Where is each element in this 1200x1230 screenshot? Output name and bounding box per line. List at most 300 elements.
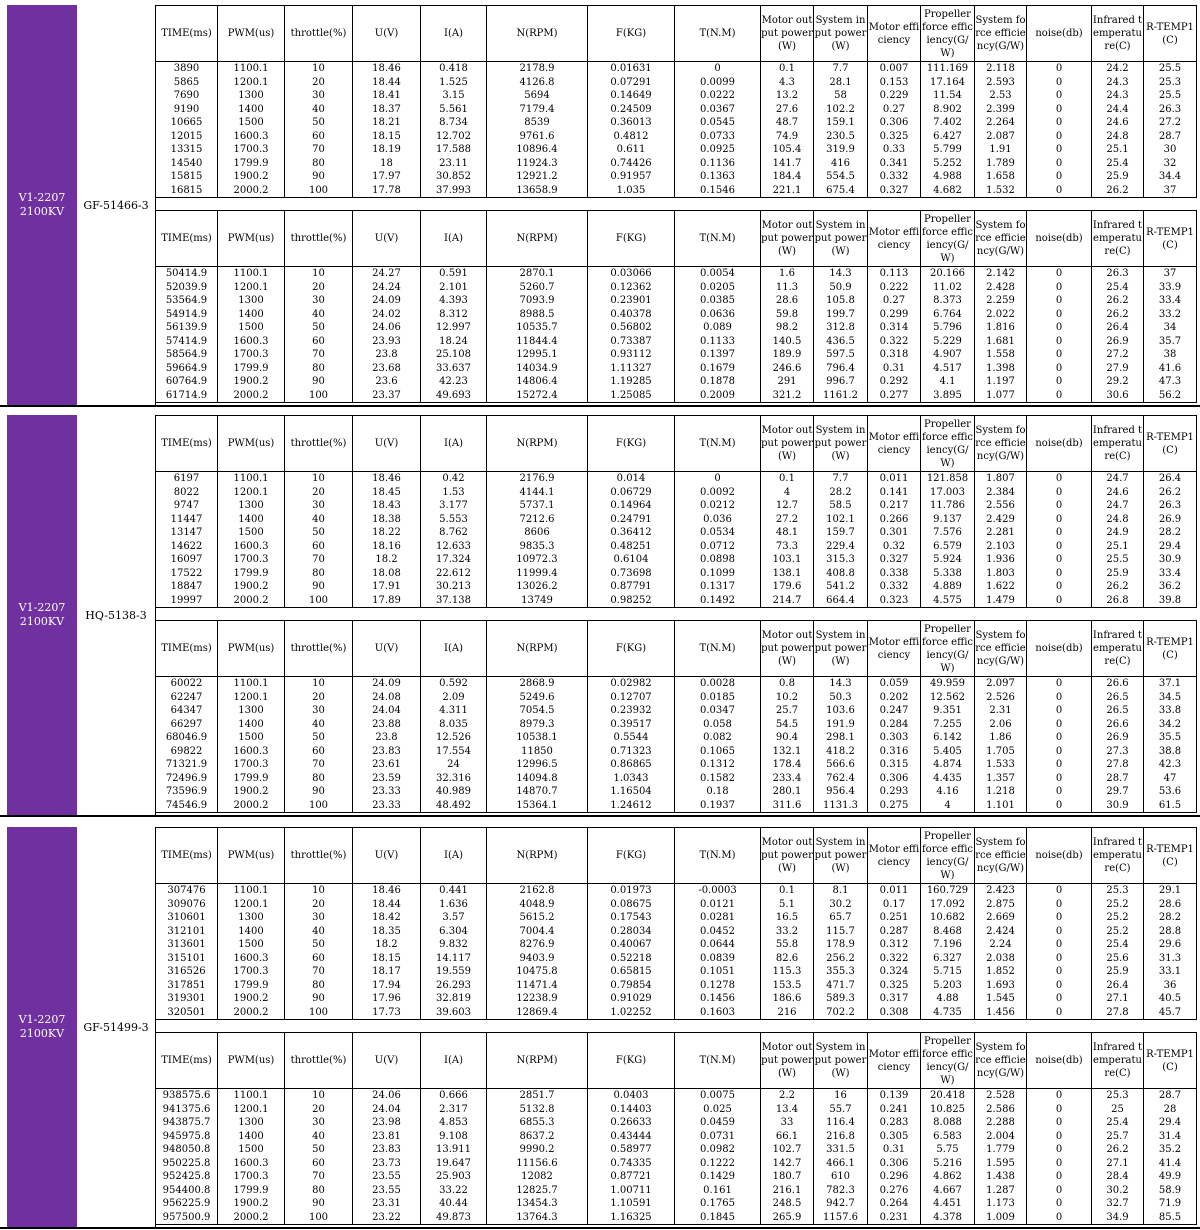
table-cell[interactable]: 30.9 xyxy=(1092,799,1144,813)
table-cell[interactable]: 12995.1 xyxy=(487,348,588,362)
table-cell[interactable]: 0.277 xyxy=(868,389,921,403)
table-cell[interactable]: 26.3 xyxy=(1092,267,1144,281)
column-header[interactable]: R-TEMP1(C) xyxy=(1144,621,1197,677)
table-cell[interactable]: 26.2 xyxy=(1092,184,1144,198)
table-cell[interactable]: 2.103 xyxy=(975,540,1027,554)
table-cell[interactable]: 0 xyxy=(1027,526,1092,540)
table-cell[interactable]: 58 xyxy=(814,89,868,103)
column-header[interactable]: Propeller force efficiency(G/W) xyxy=(921,1033,975,1089)
table-cell[interactable]: 9403.9 xyxy=(487,952,588,966)
table-cell[interactable]: 24.3 xyxy=(1092,89,1144,103)
table-cell[interactable]: 153.5 xyxy=(761,979,814,993)
table-cell[interactable]: 140.5 xyxy=(761,335,814,349)
column-header[interactable]: T(N.M) xyxy=(675,828,761,884)
table-cell[interactable]: 216.1 xyxy=(761,1184,814,1198)
table-cell[interactable]: 310601 xyxy=(156,911,218,925)
table-cell[interactable]: 10 xyxy=(285,1089,353,1103)
table-cell[interactable]: 0 xyxy=(1027,772,1092,786)
table-cell[interactable]: 33.2 xyxy=(761,925,814,939)
table-cell[interactable]: 12825.7 xyxy=(487,1184,588,1198)
table-cell[interactable]: 47.3 xyxy=(1144,375,1197,389)
table-cell[interactable]: 24.7 xyxy=(1092,499,1144,513)
table-cell[interactable]: 8.902 xyxy=(921,103,975,117)
table-cell[interactable]: 23.98 xyxy=(353,1116,421,1130)
column-header[interactable]: Motor efficiency xyxy=(868,6,921,62)
table-cell[interactable]: 0 xyxy=(1027,389,1092,403)
table-cell[interactable]: 34 xyxy=(1144,321,1197,335)
table-cell[interactable]: 62247 xyxy=(156,691,218,705)
table-cell[interactable]: 115.3 xyxy=(761,965,814,979)
table-cell[interactable]: 230.5 xyxy=(814,130,868,144)
table-cell[interactable]: 26.9 xyxy=(1092,335,1144,349)
table-cell[interactable]: 38 xyxy=(1144,348,1197,362)
table-cell[interactable]: 0.1765 xyxy=(675,1197,761,1211)
table-cell[interactable]: 0.31 xyxy=(868,1143,921,1157)
table-cell[interactable]: 0.0636 xyxy=(675,308,761,322)
table-cell[interactable]: 5.252 xyxy=(921,157,975,171)
table-cell[interactable]: 19.647 xyxy=(421,1157,487,1171)
table-cell[interactable]: 26.9 xyxy=(1092,731,1144,745)
table-cell[interactable]: 54.5 xyxy=(761,718,814,732)
table-cell[interactable]: 13026.2 xyxy=(487,580,588,594)
table-cell[interactable]: 0.18 xyxy=(675,785,761,799)
table-cell[interactable]: 0.0452 xyxy=(675,925,761,939)
table-cell[interactable]: 0 xyxy=(1027,143,1092,157)
column-header[interactable]: T(N.M) xyxy=(675,1033,761,1089)
table-cell[interactable]: 36 xyxy=(1144,979,1197,993)
table-cell[interactable]: 115.7 xyxy=(814,925,868,939)
table-cell[interactable]: 7.7 xyxy=(814,472,868,486)
table-cell[interactable]: 0.251 xyxy=(868,911,921,925)
table-cell[interactable]: 27.1 xyxy=(1092,992,1144,1006)
table-cell[interactable]: 2868.9 xyxy=(487,677,588,691)
column-header[interactable]: System input power(W) xyxy=(814,828,868,884)
table-cell[interactable]: 34.2 xyxy=(1144,718,1197,732)
table-cell[interactable]: 11.54 xyxy=(921,89,975,103)
column-header[interactable]: TIME(ms) xyxy=(156,211,218,267)
table-cell[interactable]: 159.1 xyxy=(814,116,868,130)
table-cell[interactable]: 25.7 xyxy=(761,704,814,718)
table-cell[interactable]: 0.8 xyxy=(761,677,814,691)
table-cell[interactable]: 70 xyxy=(285,1170,353,1184)
table-cell[interactable]: 0.1278 xyxy=(675,979,761,993)
table-cell[interactable]: 54914.9 xyxy=(156,308,218,322)
table-cell[interactable]: 0.059 xyxy=(868,677,921,691)
table-cell[interactable]: 23.33 xyxy=(353,799,421,813)
table-cell[interactable]: 40.989 xyxy=(421,785,487,799)
table-cell[interactable]: 26.5 xyxy=(1092,704,1144,718)
table-cell[interactable]: 1.00711 xyxy=(588,1184,675,1198)
table-cell[interactable]: 0.324 xyxy=(868,965,921,979)
table-cell[interactable]: 33.22 xyxy=(421,1184,487,1198)
table-cell[interactable]: 1700.3 xyxy=(218,553,285,567)
table-cell[interactable]: 0 xyxy=(1027,745,1092,759)
column-header[interactable]: System input power(W) xyxy=(814,416,868,472)
table-cell[interactable]: 24.24 xyxy=(353,281,421,295)
table-cell[interactable]: 12238.9 xyxy=(487,992,588,1006)
column-header[interactable]: R-TEMP1(C) xyxy=(1144,1033,1197,1089)
table-cell[interactable]: 11999.4 xyxy=(487,567,588,581)
table-cell[interactable]: 0.24791 xyxy=(588,513,675,527)
table-cell[interactable]: 23.33 xyxy=(353,785,421,799)
table-cell[interactable]: 11156.6 xyxy=(487,1157,588,1171)
table-cell[interactable]: 1.789 xyxy=(975,157,1027,171)
table-cell[interactable]: 1100.1 xyxy=(218,677,285,691)
table-cell[interactable]: 0.0092 xyxy=(675,486,761,500)
table-cell[interactable]: 6.427 xyxy=(921,130,975,144)
table-cell[interactable]: 40 xyxy=(285,925,353,939)
table-cell[interactable]: 49.873 xyxy=(421,1211,487,1225)
table-cell[interactable]: 29.1 xyxy=(1144,884,1197,898)
table-cell[interactable]: 4.451 xyxy=(921,1197,975,1211)
table-cell[interactable]: 938575.6 xyxy=(156,1089,218,1103)
table-cell[interactable]: 0.73698 xyxy=(588,567,675,581)
table-cell[interactable]: 186.6 xyxy=(761,992,814,1006)
table-cell[interactable]: 2162.8 xyxy=(487,884,588,898)
table-cell[interactable]: 18.17 xyxy=(353,965,421,979)
table-cell[interactable]: 1100.1 xyxy=(218,267,285,281)
table-cell[interactable]: 2.259 xyxy=(975,294,1027,308)
table-cell[interactable]: 2.24 xyxy=(975,938,1027,952)
table-cell[interactable]: 26.4 xyxy=(1144,472,1197,486)
table-cell[interactable]: 0.36013 xyxy=(588,116,675,130)
table-cell[interactable]: 23.8 xyxy=(353,731,421,745)
table-cell[interactable]: 1.53 xyxy=(421,486,487,500)
table-cell[interactable]: 74546.9 xyxy=(156,799,218,813)
table-cell[interactable]: 4.378 xyxy=(921,1211,975,1225)
table-cell[interactable]: 1900.2 xyxy=(218,1197,285,1211)
table-cell[interactable]: 23.37 xyxy=(353,389,421,403)
table-cell[interactable]: 24.2 xyxy=(1092,62,1144,76)
table-cell[interactable]: 23.61 xyxy=(353,758,421,772)
table-cell[interactable]: 50414.9 xyxy=(156,267,218,281)
table-cell[interactable]: 0.293 xyxy=(868,785,921,799)
table-cell[interactable]: 233.4 xyxy=(761,772,814,786)
table-cell[interactable]: 0.1603 xyxy=(675,1006,761,1020)
table-cell[interactable]: 8.373 xyxy=(921,294,975,308)
column-header[interactable]: Infrared temperature(C) xyxy=(1092,621,1144,677)
table-cell[interactable]: 0.299 xyxy=(868,308,921,322)
table-cell[interactable]: 90 xyxy=(285,170,353,184)
table-cell[interactable]: 1.24612 xyxy=(588,799,675,813)
table-cell[interactable]: 5.405 xyxy=(921,745,975,759)
table-cell[interactable]: 25.3 xyxy=(1092,1089,1144,1103)
table-cell[interactable]: 4.575 xyxy=(921,594,975,608)
table-cell[interactable]: 950225.8 xyxy=(156,1157,218,1171)
table-cell[interactable]: 554.5 xyxy=(814,170,868,184)
column-header[interactable]: System force efficiency(G/W) xyxy=(975,6,1027,62)
table-cell[interactable]: 41.6 xyxy=(1144,362,1197,376)
table-cell[interactable]: 28.6 xyxy=(761,294,814,308)
table-cell[interactable]: 1799.9 xyxy=(218,772,285,786)
table-cell[interactable]: 4.667 xyxy=(921,1184,975,1198)
table-cell[interactable]: 12.7 xyxy=(761,499,814,513)
table-cell[interactable]: 0.24509 xyxy=(588,103,675,117)
table-cell[interactable]: 30.852 xyxy=(421,170,487,184)
table-cell[interactable]: 0.327 xyxy=(868,184,921,198)
table-cell[interactable]: 1500 xyxy=(218,321,285,335)
table-cell[interactable]: 10535.7 xyxy=(487,321,588,335)
column-header[interactable]: Motor output power(W) xyxy=(761,1033,814,1089)
table-cell[interactable]: 30 xyxy=(1144,143,1197,157)
table-cell[interactable]: 32.7 xyxy=(1092,1197,1144,1211)
table-cell[interactable]: 138.1 xyxy=(761,567,814,581)
table-cell[interactable]: 20 xyxy=(285,76,353,90)
table-cell[interactable]: 1131.3 xyxy=(814,799,868,813)
table-cell[interactable]: 957500.9 xyxy=(156,1211,218,1225)
table-cell[interactable]: 996.7 xyxy=(814,375,868,389)
table-cell[interactable]: 33.2 xyxy=(1144,308,1197,322)
table-cell[interactable]: 8022 xyxy=(156,486,218,500)
table-cell[interactable]: 0 xyxy=(1027,553,1092,567)
table-cell[interactable]: 10972.3 xyxy=(487,553,588,567)
table-cell[interactable]: 1.456 xyxy=(975,1006,1027,1020)
table-cell[interactable]: 0.338 xyxy=(868,567,921,581)
table-cell[interactable]: 11924.3 xyxy=(487,157,588,171)
table-cell[interactable]: 0.74426 xyxy=(588,157,675,171)
table-cell[interactable]: 26.2 xyxy=(1092,308,1144,322)
table-cell[interactable]: 0.40067 xyxy=(588,938,675,952)
table-cell[interactable]: 1700.3 xyxy=(218,758,285,772)
table-cell[interactable]: 0.312 xyxy=(868,938,921,952)
table-cell[interactable]: 18.45 xyxy=(353,486,421,500)
table-cell[interactable]: 42.3 xyxy=(1144,758,1197,772)
table-cell[interactable]: 1500 xyxy=(218,731,285,745)
table-cell[interactable]: 0.305 xyxy=(868,1130,921,1144)
table-cell[interactable]: 2.528 xyxy=(975,1089,1027,1103)
table-cell[interactable]: 0 xyxy=(1027,513,1092,527)
table-cell[interactable]: 28.2 xyxy=(1144,526,1197,540)
column-header[interactable]: PWM(us) xyxy=(218,621,285,677)
table-cell[interactable]: 26.9 xyxy=(1144,513,1197,527)
table-cell[interactable]: 70 xyxy=(285,965,353,979)
table-cell[interactable]: 11.02 xyxy=(921,281,975,295)
table-cell[interactable]: 8.312 xyxy=(421,308,487,322)
table-cell[interactable]: 28.6 xyxy=(1144,898,1197,912)
table-cell[interactable]: 0.1937 xyxy=(675,799,761,813)
table-cell[interactable]: 16815 xyxy=(156,184,218,198)
column-header[interactable]: N(RPM) xyxy=(487,1033,588,1089)
table-cell[interactable]: 7690 xyxy=(156,89,218,103)
table-cell[interactable]: 30 xyxy=(285,704,353,718)
table-cell[interactable]: 541.2 xyxy=(814,580,868,594)
table-cell[interactable]: 214.7 xyxy=(761,594,814,608)
table-cell[interactable]: 0.1363 xyxy=(675,170,761,184)
column-header[interactable]: PWM(us) xyxy=(218,211,285,267)
column-header[interactable]: PWM(us) xyxy=(218,6,285,62)
table-cell[interactable]: 0.058 xyxy=(675,718,761,732)
table-cell[interactable]: 90 xyxy=(285,785,353,799)
table-cell[interactable]: 25 xyxy=(1092,1103,1144,1117)
table-cell[interactable]: 17.003 xyxy=(921,486,975,500)
table-cell[interactable]: 18 xyxy=(353,157,421,171)
table-cell[interactable]: 1.803 xyxy=(975,567,1027,581)
table-cell[interactable]: 74.9 xyxy=(761,130,814,144)
table-cell[interactable]: 7212.6 xyxy=(487,513,588,527)
table-cell[interactable]: 0 xyxy=(1027,992,1092,1006)
table-cell[interactable]: 8.762 xyxy=(421,526,487,540)
table-cell[interactable]: 796.4 xyxy=(814,362,868,376)
table-cell[interactable]: 2.556 xyxy=(975,499,1027,513)
table-cell[interactable]: 12869.4 xyxy=(487,1006,588,1020)
column-header[interactable]: F(KG) xyxy=(588,416,675,472)
table-cell[interactable]: 90.4 xyxy=(761,731,814,745)
table-cell[interactable]: 1.6 xyxy=(761,267,814,281)
table-cell[interactable]: 0.276 xyxy=(868,1184,921,1198)
table-cell[interactable]: 56139.9 xyxy=(156,321,218,335)
table-cell[interactable]: 1600.3 xyxy=(218,1157,285,1171)
table-cell[interactable]: 0 xyxy=(1027,965,1092,979)
table-cell[interactable]: 20 xyxy=(285,691,353,705)
column-header[interactable]: R-TEMP1(C) xyxy=(1144,211,1197,267)
table-cell[interactable]: 20.166 xyxy=(921,267,975,281)
table-cell[interactable]: 7.255 xyxy=(921,718,975,732)
table-cell[interactable]: 71.9 xyxy=(1144,1197,1197,1211)
table-cell[interactable]: 178.4 xyxy=(761,758,814,772)
table-cell[interactable]: 0.1312 xyxy=(675,758,761,772)
table-cell[interactable]: 0.306 xyxy=(868,772,921,786)
column-header[interactable]: I(A) xyxy=(421,416,487,472)
table-cell[interactable]: 45.7 xyxy=(1144,1006,1197,1020)
table-cell[interactable]: 945975.8 xyxy=(156,1130,218,1144)
table-cell[interactable]: 24.09 xyxy=(353,294,421,308)
table-cell[interactable]: 4.735 xyxy=(921,1006,975,1020)
table-cell[interactable]: 70 xyxy=(285,143,353,157)
table-cell[interactable]: 2.09 xyxy=(421,691,487,705)
table-cell[interactable]: 18.15 xyxy=(353,952,421,966)
table-cell[interactable]: 0.082 xyxy=(675,731,761,745)
table-cell[interactable]: 0.007 xyxy=(868,62,921,76)
table-cell[interactable]: 0.1397 xyxy=(675,348,761,362)
table-cell[interactable]: 15364.1 xyxy=(487,799,588,813)
table-cell[interactable]: 3.57 xyxy=(421,911,487,925)
table-cell[interactable]: 40 xyxy=(285,308,353,322)
table-cell[interactable]: 1600.3 xyxy=(218,130,285,144)
table-cell[interactable]: 11.3 xyxy=(761,281,814,295)
table-cell[interactable]: 1100.1 xyxy=(218,472,285,486)
table-cell[interactable]: 18.38 xyxy=(353,513,421,527)
table-cell[interactable]: 1.035 xyxy=(588,184,675,198)
table-cell[interactable]: 18.42 xyxy=(353,911,421,925)
table-cell[interactable]: 0 xyxy=(1027,540,1092,554)
table-cell[interactable]: 65.7 xyxy=(814,911,868,925)
table-cell[interactable]: 38.8 xyxy=(1144,745,1197,759)
table-cell[interactable]: 265.9 xyxy=(761,1211,814,1225)
table-cell[interactable]: 246.6 xyxy=(761,362,814,376)
column-header[interactable]: I(A) xyxy=(421,211,487,267)
table-cell[interactable]: 2.004 xyxy=(975,1130,1027,1144)
table-cell[interactable]: 4.907 xyxy=(921,348,975,362)
table-cell[interactable]: 50 xyxy=(285,116,353,130)
table-cell[interactable]: 27.9 xyxy=(1092,362,1144,376)
column-header[interactable]: F(KG) xyxy=(588,1033,675,1089)
table-cell[interactable]: 24.04 xyxy=(353,704,421,718)
column-header[interactable]: T(N.M) xyxy=(675,621,761,677)
table-cell[interactable]: 315.3 xyxy=(814,553,868,567)
table-cell[interactable]: 471.7 xyxy=(814,979,868,993)
table-cell[interactable]: 1200.1 xyxy=(218,281,285,295)
table-cell[interactable]: 25.4 xyxy=(1092,281,1144,295)
table-cell[interactable]: 40.5 xyxy=(1144,992,1197,1006)
table-cell[interactable]: 90 xyxy=(285,1197,353,1211)
table-cell[interactable]: 0.0534 xyxy=(675,526,761,540)
table-cell[interactable]: 103.6 xyxy=(814,704,868,718)
table-cell[interactable]: 6.304 xyxy=(421,925,487,939)
table-cell[interactable]: 1.91 xyxy=(975,143,1027,157)
table-cell[interactable]: 664.4 xyxy=(814,594,868,608)
table-cell[interactable]: 27.8 xyxy=(1092,758,1144,772)
table-cell[interactable]: 0.592 xyxy=(421,677,487,691)
table-cell[interactable]: 24.02 xyxy=(353,308,421,322)
table-cell[interactable]: 1.705 xyxy=(975,745,1027,759)
table-cell[interactable]: 0.12362 xyxy=(588,281,675,295)
table-cell[interactable]: 0 xyxy=(1027,170,1092,184)
column-header[interactable]: Motor output power(W) xyxy=(761,828,814,884)
table-cell[interactable]: 589.3 xyxy=(814,992,868,1006)
table-cell[interactable]: 7.576 xyxy=(921,526,975,540)
table-cell[interactable]: 0.266 xyxy=(868,513,921,527)
table-cell[interactable]: 1300 xyxy=(218,294,285,308)
table-cell[interactable]: 29.7 xyxy=(1092,785,1144,799)
table-cell[interactable]: 80 xyxy=(285,157,353,171)
table-cell[interactable]: 0 xyxy=(1027,938,1092,952)
table-cell[interactable]: 13658.9 xyxy=(487,184,588,198)
table-cell[interactable]: 0 xyxy=(675,62,761,76)
table-cell[interactable]: 0 xyxy=(1027,925,1092,939)
table-cell[interactable]: 2851.7 xyxy=(487,1089,588,1103)
table-cell[interactable]: 26.3 xyxy=(1144,103,1197,117)
table-cell[interactable]: 23.6 xyxy=(353,375,421,389)
table-cell[interactable]: 0.264 xyxy=(868,1197,921,1211)
table-cell[interactable]: 64347 xyxy=(156,704,218,718)
table-cell[interactable]: 30.213 xyxy=(421,580,487,594)
table-cell[interactable]: 0 xyxy=(1027,335,1092,349)
table-cell[interactable]: 0.43444 xyxy=(588,1130,675,1144)
table-cell[interactable]: 25.2 xyxy=(1092,898,1144,912)
table-cell[interactable]: 33.8 xyxy=(1144,704,1197,718)
table-cell[interactable]: 29.4 xyxy=(1144,1116,1197,1130)
column-header[interactable]: System input power(W) xyxy=(814,1033,868,1089)
table-cell[interactable]: 0 xyxy=(1027,718,1092,732)
table-cell[interactable]: 17.324 xyxy=(421,553,487,567)
table-cell[interactable]: 0 xyxy=(1027,157,1092,171)
table-cell[interactable]: 17.89 xyxy=(353,594,421,608)
table-cell[interactable]: 71321.9 xyxy=(156,758,218,772)
table-cell[interactable]: 80 xyxy=(285,979,353,993)
table-cell[interactable]: 1500 xyxy=(218,1143,285,1157)
table-cell[interactable]: 0.301 xyxy=(868,526,921,540)
table-cell[interactable]: 68046.9 xyxy=(156,731,218,745)
table-cell[interactable]: 0 xyxy=(1027,184,1092,198)
table-cell[interactable]: 5.553 xyxy=(421,513,487,527)
table-cell[interactable]: 0.27 xyxy=(868,294,921,308)
table-cell[interactable]: 100 xyxy=(285,799,353,813)
table-cell[interactable]: 0.323 xyxy=(868,594,921,608)
table-cell[interactable]: 7.402 xyxy=(921,116,975,130)
table-cell[interactable]: 5.338 xyxy=(921,567,975,581)
table-cell[interactable]: 0 xyxy=(1027,486,1092,500)
table-cell[interactable]: 30 xyxy=(285,294,353,308)
table-cell[interactable]: 17.97 xyxy=(353,170,421,184)
table-cell[interactable]: 0 xyxy=(1027,375,1092,389)
table-cell[interactable]: 0.42 xyxy=(421,472,487,486)
table-cell[interactable]: 1.532 xyxy=(975,184,1027,198)
table-cell[interactable]: 36.2 xyxy=(1144,580,1197,594)
table-cell[interactable]: 10 xyxy=(285,884,353,898)
table-cell[interactable]: 1799.9 xyxy=(218,362,285,376)
table-cell[interactable]: 0.0982 xyxy=(675,1143,761,1157)
table-cell[interactable]: 0 xyxy=(1027,691,1092,705)
